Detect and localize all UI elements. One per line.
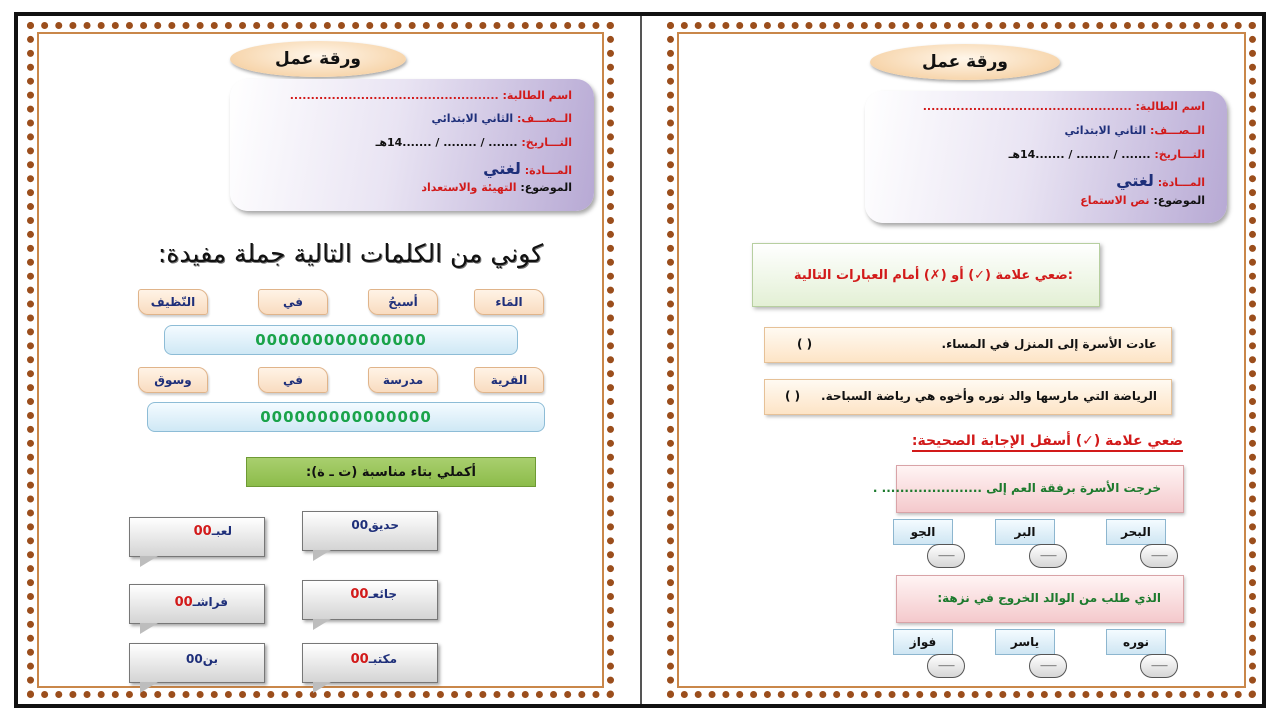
choice-option: البحر: [1106, 519, 1166, 545]
date-value[interactable]: ....... / ........ / .......14هـ: [375, 136, 518, 149]
choice-checkbox[interactable]: ——: [1029, 654, 1067, 678]
callout-box[interactable]: [302, 511, 438, 551]
answer-bar-1[interactable]: 000000000000000: [164, 325, 518, 355]
multiple-choice-heading: ضعي علامة (✓) أسفل الإجابة الصحيحة:: [912, 433, 1183, 452]
date-label: التـــاريخ:: [1154, 148, 1205, 161]
word-card: القرية: [474, 367, 544, 393]
subject-value: لغتي: [1116, 171, 1154, 190]
student-name-label: اسم الطالبة:: [1135, 100, 1205, 113]
left-title: ورقة عمل: [230, 41, 406, 77]
subject-label: المـــادة:: [1157, 176, 1205, 189]
callout-box[interactable]: [302, 580, 438, 620]
choice-checkbox[interactable]: ——: [1140, 544, 1178, 568]
callout-box[interactable]: [129, 584, 265, 624]
word-card: مدرسة: [368, 367, 438, 393]
sentence-exercise-title: كوني من الكلمات التالية جملة مفيدة:: [157, 239, 543, 268]
subject-label: المـــادة:: [524, 164, 572, 177]
subject-line: [483, 159, 572, 178]
question-text: الذي طلب من الوالد الخروج في نزهة:: [937, 591, 1161, 605]
callout-word: مكتبـ00: [350, 652, 397, 667]
choice-option: فواز: [893, 629, 953, 655]
grade-label: الــصـــف:: [516, 112, 572, 125]
date-line: [1009, 148, 1205, 161]
student-name-line: [923, 100, 1205, 113]
word-card: أسبحُ: [368, 289, 438, 315]
choice-checkbox[interactable]: ——: [927, 544, 965, 568]
callout-word: فراشـ00: [174, 595, 228, 610]
callout-box[interactable]: [129, 517, 265, 557]
answer-parentheses[interactable]: ( ): [797, 337, 813, 351]
grade-line: [432, 112, 572, 125]
student-name-label: اسم الطالبة:: [502, 89, 572, 102]
date-line: [376, 136, 572, 149]
topic-line: [421, 181, 572, 194]
choice-option: ياسر: [995, 629, 1055, 655]
grade-value: الثاني الابتدائي: [1064, 124, 1147, 137]
grade-value: الثاني الابتدائي: [431, 112, 514, 125]
callout-word: حديق00: [351, 518, 399, 532]
answer-parentheses[interactable]: ( ): [785, 389, 801, 403]
question-box: [896, 575, 1184, 623]
date-value[interactable]: ....... / ........ / .......14هـ: [1008, 148, 1151, 161]
statement-text: الرياضة التي مارسها والد نوره وأخوه هي رياضة السباحة.: [821, 389, 1157, 403]
topic-label: الموضوع:: [520, 181, 572, 194]
topic-line: [1080, 194, 1205, 207]
page-divider: [640, 16, 642, 704]
callout-word: بن00: [185, 652, 218, 666]
choice-option: نوره: [1106, 629, 1166, 655]
statement-row: [764, 327, 1172, 363]
question-text: خرجت الأسرة برفقة العم إلى ...................... .: [872, 481, 1161, 495]
right-worksheet: [667, 22, 1256, 698]
question-box: [872, 465, 1184, 513]
topic-value: التهيئة والاستعداد: [421, 181, 517, 194]
word-card: وسوق: [138, 367, 208, 393]
choice-option: الجو: [893, 519, 953, 545]
answer-bar-2[interactable]: 000000000000000: [147, 402, 545, 432]
word-card: في: [258, 289, 328, 315]
word-card: في: [258, 367, 328, 393]
student-name-field[interactable]: ..................................................: [289, 89, 499, 102]
true-false-instruction: ضعي علامة (✓) أو (✗) أمام العبارات التالية:: [752, 243, 1100, 307]
statement-row: [764, 379, 1172, 415]
choice-option: البر: [995, 519, 1055, 545]
callout-box[interactable]: [129, 643, 265, 683]
statement-text: عادت الأسرة إلى المنزل في المساء.: [941, 337, 1157, 351]
topic-label: الموضوع:: [1153, 194, 1205, 207]
word-card: المَاء: [474, 289, 544, 315]
grade-line: [1065, 124, 1205, 137]
choice-checkbox[interactable]: ——: [1140, 654, 1178, 678]
date-label: التـــاريخ:: [521, 136, 572, 149]
student-name-field[interactable]: ..................................................: [922, 100, 1132, 113]
callout-word: جائعـ00: [350, 587, 397, 602]
complete-exercise-banner: أكملي بتاء مناسبة (ت ـ ة):: [246, 457, 536, 487]
right-info-box: [865, 91, 1227, 223]
left-worksheet: [27, 22, 614, 698]
subject-value: لغتي: [483, 159, 521, 178]
word-card: النّظيف: [138, 289, 208, 315]
topic-value: نص الاستماع: [1080, 194, 1150, 207]
right-title: ورقة عمل: [870, 44, 1060, 80]
subject-line: [1116, 171, 1205, 190]
choice-checkbox[interactable]: ——: [927, 654, 965, 678]
callout-word: لعبـ00: [193, 524, 232, 539]
grade-label: الــصـــف:: [1149, 124, 1205, 137]
left-info-box: [230, 79, 594, 211]
student-name-line: [290, 89, 572, 102]
callout-box[interactable]: [302, 643, 438, 683]
choice-checkbox[interactable]: ——: [1029, 544, 1067, 568]
